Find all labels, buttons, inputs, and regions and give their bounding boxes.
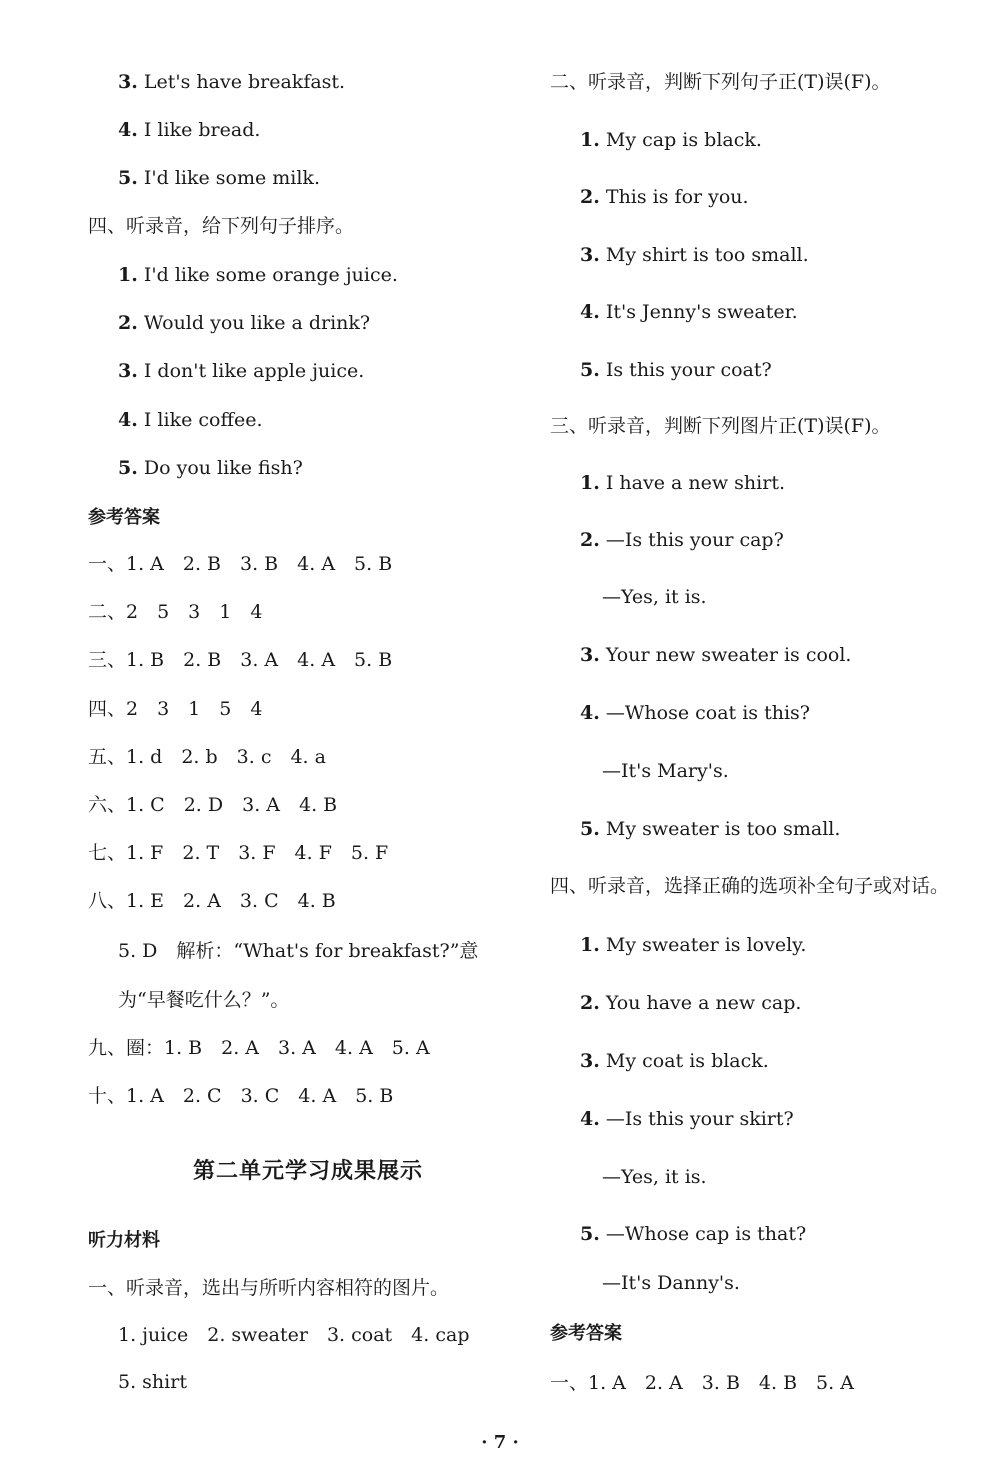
- list-item-continuation: —It's Danny's.: [602, 1272, 740, 1294]
- list-item: 3. I don't like apple juice.: [118, 360, 365, 382]
- list-item: 4. —Is this your skirt?: [580, 1108, 794, 1130]
- answers-heading: 参考答案: [88, 507, 160, 528]
- listening-line: 5. I'd like some milk.: [118, 167, 320, 189]
- answer-line: 四、2 3 1 5 4: [88, 698, 263, 720]
- section-heading: 四、听录音，选择正确的选项补全句子或对话。: [550, 875, 950, 897]
- listening-line: 4. I like bread.: [118, 119, 261, 141]
- list-item: 4. —Whose coat is this?: [580, 702, 810, 724]
- answer-line: 5. D 解析：“What's for breakfast?”意: [118, 940, 479, 962]
- list-item-continuation: —Yes, it is.: [602, 586, 707, 608]
- list-item: 1. juice 2. sweater 3. coat 4. cap: [118, 1324, 470, 1346]
- answer-line: 八、1. E 2. A 3. C 4. B: [88, 890, 336, 912]
- answer-line: 七、1. F 2. T 3. F 4. F 5. F: [88, 842, 389, 864]
- list-item: 1. My sweater is lovely.: [580, 934, 807, 956]
- section-heading: 二、听录音，判断下列句子正(T)误(F)。: [550, 71, 891, 93]
- list-item-continuation: —It's Mary's.: [602, 760, 729, 782]
- answer-line: 十、1. A 2. C 3. C 4. A 5. B: [88, 1085, 394, 1107]
- list-item: 4. I like coffee.: [118, 409, 263, 431]
- answer-line: 二、2 5 3 1 4: [88, 601, 263, 623]
- list-item: 2. —Is this your cap?: [580, 529, 784, 551]
- listening-line: 3. Let's have breakfast.: [118, 71, 346, 93]
- list-item: 2. This is for you.: [580, 186, 749, 208]
- list-item: 5. shirt: [118, 1371, 187, 1393]
- list-item: 1. My cap is black.: [580, 129, 762, 151]
- list-item: 3. My shirt is too small.: [580, 244, 809, 266]
- section-heading: 四、听录音，给下列句子排序。: [88, 215, 355, 237]
- list-item: 5. —Whose cap is that?: [580, 1223, 807, 1245]
- list-item: 5. My sweater is too small.: [580, 818, 841, 840]
- list-item: 4. It's Jenny's sweater.: [580, 301, 798, 323]
- list-item: 3. Your new sweater is cool.: [580, 644, 852, 666]
- list-item: 1. I'd like some orange juice.: [118, 264, 398, 286]
- list-item-continuation: —Yes, it is.: [602, 1166, 707, 1188]
- page-number: · 7 ·: [481, 1432, 519, 1453]
- answer-line: 一、1. A 2. B 3. B 4. A 5. B: [88, 553, 393, 575]
- section-heading: 三、听录音，判断下列图片正(T)误(F)。: [550, 415, 891, 437]
- answer-line: 为“早餐吃什么？”。: [118, 989, 290, 1011]
- section-heading: 一、听录音，选出与所听内容相符的图片。: [88, 1277, 450, 1299]
- listening-heading: 听力材料: [88, 1230, 160, 1251]
- list-item: 5. Is this your coat?: [580, 359, 772, 381]
- answer-line: 五、1. d 2. b 3. c 4. a: [88, 746, 326, 768]
- answer-line: 三、1. B 2. B 3. A 4. A 5. B: [88, 649, 393, 671]
- answer-line: 九、圈：1. B 2. A 3. A 4. A 5. A: [88, 1037, 430, 1059]
- answers-heading: 参考答案: [550, 1323, 622, 1344]
- list-item: 2. You have a new cap.: [580, 992, 802, 1014]
- list-item: 2. Would you like a drink?: [118, 312, 371, 334]
- list-item: 5. Do you like fish?: [118, 457, 303, 479]
- answer-line: 六、1. C 2. D 3. A 4. B: [88, 794, 338, 816]
- answer-line: 一、1. A 2. A 3. B 4. B 5. A: [550, 1372, 854, 1394]
- list-item: 1. I have a new shirt.: [580, 472, 785, 494]
- list-item: 3. My coat is black.: [580, 1050, 769, 1072]
- unit-title: 第二单元学习成果展示: [192, 1159, 423, 1184]
